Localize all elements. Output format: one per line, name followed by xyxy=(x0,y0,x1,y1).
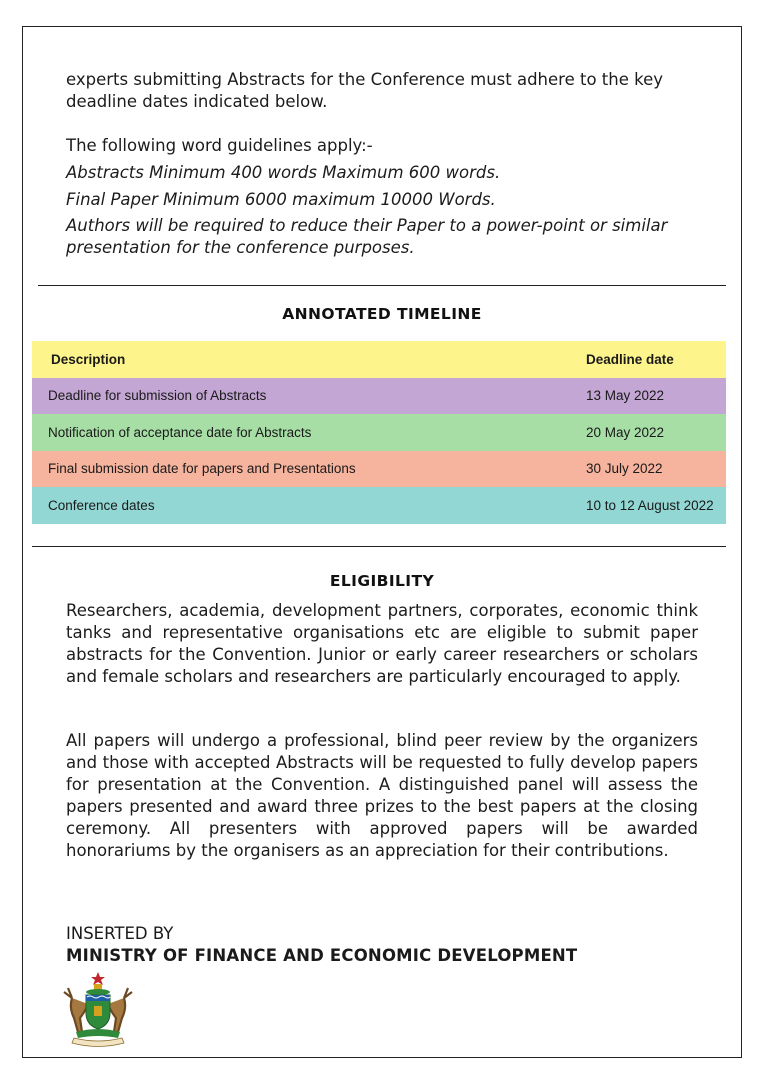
row-description: Deadline for submission of Abstracts xyxy=(48,388,267,404)
timeline-title: ANNOTATED TIMELINE xyxy=(282,305,482,323)
section-divider xyxy=(32,546,726,547)
timeline-table xyxy=(32,341,726,524)
timeline-header-deadline: Deadline date xyxy=(586,351,674,367)
timeline-header-row xyxy=(32,341,726,378)
row-description: Conference dates xyxy=(48,497,155,513)
eligibility-paragraph-2: All papers will undergo a professional, blind peer review by the organizers and those with accepted Abstracts will be requested to fully develop papers for presentation at the Convention. A distinguished panel will assess the papers presented and award three prizes to the best papers at the closing ceremony. All presenters with approved papers will be awarded honorariums by the organisers as an appreciation for their contributions. xyxy=(66,731,698,860)
guideline-final-paper: Final Paper Minimum 6000 maximum 10000 Words. xyxy=(66,190,496,209)
ministry-name: MINISTRY OF FINANCE AND ECONOMIC DEVELOPMENT xyxy=(66,946,578,965)
guideline-abstracts: Abstracts Minimum 400 words Maximum 600 words. xyxy=(66,163,501,182)
guidelines-heading: The following word guidelines apply:- xyxy=(66,136,373,155)
intro-continuation: experts submitting Abstracts for the Conference must adhere to the key deadline dates indicated below. xyxy=(66,70,663,111)
row-deadline: 13 May 2022 xyxy=(586,388,665,404)
row-deadline: 30 July 2022 xyxy=(586,461,663,477)
zimbabwe-coat-of-arms-icon xyxy=(58,970,148,1048)
table-row xyxy=(32,451,726,488)
row-deadline: 20 May 2022 xyxy=(586,424,665,440)
row-deadline: 10 to 12 August 2022 xyxy=(586,497,714,513)
row-description: Notification of acceptance date for Abstracts xyxy=(48,424,312,440)
row-description: Final submission date for papers and Presentations xyxy=(48,461,356,477)
table-row xyxy=(32,487,726,524)
inserted-by-label: INSERTED BY xyxy=(66,924,174,943)
timeline-header-description: Description xyxy=(51,351,126,367)
table-row xyxy=(32,414,726,451)
eligibility-paragraph-1: Researchers, academia, development partners, corporates, economic think tanks and representative organisations etc are eligible to submit paper abstracts for the Convention. Junior or early career researchers or scholars and female scholars and researchers are particularly encouraged to apply. xyxy=(66,601,698,686)
table-row xyxy=(32,378,726,415)
section-divider xyxy=(38,285,726,286)
guideline-presentation: Authors will be required to reduce their Paper to a power-point or similar presentation for the conference purposes. xyxy=(66,216,668,257)
eligibility-title: ELIGIBILITY xyxy=(329,572,435,590)
